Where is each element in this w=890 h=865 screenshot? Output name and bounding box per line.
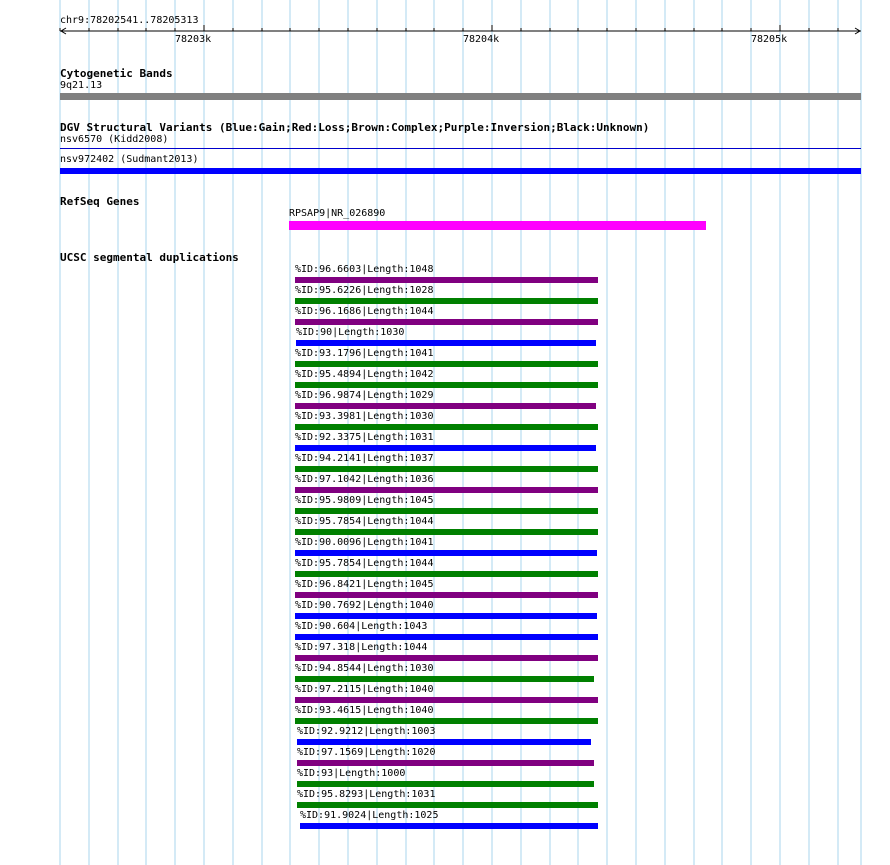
segdup-label[interactable]: %ID:92.9212|Length:1003 [297, 726, 436, 737]
segdup-bar-blue[interactable] [297, 739, 591, 745]
segdup-label[interactable]: %ID:93|Length:1000 [297, 768, 406, 779]
tick-label-78205k: 78205k [751, 34, 788, 45]
segdup-bar-purple[interactable] [295, 655, 598, 661]
dgv-item-label[interactable]: nsv972402 (Sudmant2013) [60, 154, 199, 165]
track-title-segdup: UCSC segmental duplications [60, 251, 239, 264]
gene-bar[interactable] [289, 221, 706, 230]
segdup-label[interactable]: %ID:93.1796|Length:1041 [295, 348, 434, 359]
segdup-bar-green[interactable] [295, 676, 594, 682]
coordinate-ruler [0, 0, 890, 60]
segdup-bar-blue[interactable] [295, 613, 597, 619]
segdup-label[interactable]: %ID:94.2141|Length:1037 [295, 453, 434, 464]
segdup-bar-purple[interactable] [297, 760, 594, 766]
segdup-label[interactable]: %ID:96.8421|Length:1045 [295, 579, 434, 590]
segdup-label[interactable]: %ID:94.8544|Length:1030 [295, 663, 434, 674]
segdup-bar-purple[interactable] [295, 592, 598, 598]
segdup-bar-green[interactable] [297, 802, 598, 808]
segdup-label[interactable]: %ID:93.4615|Length:1040 [295, 705, 434, 716]
segdup-label[interactable]: %ID:95.7854|Length:1044 [295, 516, 434, 527]
dgv-variant-bar-thick[interactable] [60, 168, 861, 174]
segdup-label[interactable]: %ID:96.6603|Length:1048 [295, 264, 434, 275]
segdup-label[interactable]: %ID:96.1686|Length:1044 [295, 306, 434, 317]
segdup-bar-green[interactable] [295, 571, 598, 577]
segdup-bar-green[interactable] [295, 382, 598, 388]
segdup-bar-green[interactable] [295, 424, 598, 430]
segdup-label[interactable]: %ID:97.1042|Length:1036 [295, 474, 434, 485]
segdup-label[interactable]: %ID:95.9809|Length:1045 [295, 495, 434, 506]
segdup-bar-green[interactable] [295, 718, 598, 724]
segdup-bar-green[interactable] [295, 529, 598, 535]
segdup-bar-green[interactable] [295, 466, 598, 472]
cytoband-label[interactable]: 9q21.13 [60, 80, 103, 91]
track-title-cytoband: Cytogenetic Bands [60, 67, 173, 80]
segdup-label[interactable]: %ID:95.4894|Length:1042 [295, 369, 434, 380]
segdup-label[interactable]: %ID:95.7854|Length:1044 [295, 558, 434, 569]
segdup-label[interactable]: %ID:97.1569|Length:1020 [297, 747, 436, 758]
dgv-item-label[interactable]: nsv6570 (Kidd2008) [60, 134, 169, 145]
gene-label[interactable]: RPSAP9|NR_026890 [289, 208, 386, 219]
segdup-label[interactable]: %ID:95.8293|Length:1031 [297, 789, 436, 800]
segdup-label[interactable]: %ID:97.318|Length:1044 [295, 642, 428, 653]
dgv-variant-bar-thin[interactable] [60, 148, 861, 149]
track-title-refseq: RefSeq Genes [60, 195, 140, 208]
segdup-bar-purple[interactable] [295, 319, 598, 325]
segdup-label[interactable]: %ID:93.3981|Length:1030 [295, 411, 434, 422]
segdup-bar-green[interactable] [297, 781, 594, 787]
segdup-label[interactable]: %ID:92.3375|Length:1031 [295, 432, 434, 443]
segdup-bar-purple[interactable] [295, 487, 598, 493]
segdup-label[interactable]: %ID:90.604|Length:1043 [295, 621, 428, 632]
segdup-bar-blue[interactable] [295, 634, 598, 640]
segdup-bar-purple[interactable] [295, 277, 598, 283]
tick-label-78204k: 78204k [463, 34, 500, 45]
track-title-dgv: DGV Structural Variants (Blue:Gain;Red:Loss;Brown:Complex;Purple:Inversion;Black:Unknown) [60, 121, 650, 134]
segdup-label[interactable]: %ID:90|Length:1030 [296, 327, 405, 338]
segdup-label[interactable]: %ID:91.9024|Length:1025 [300, 810, 439, 821]
tick-label-78203k: 78203k [175, 34, 212, 45]
segdup-label[interactable]: %ID:90.0096|Length:1041 [295, 537, 434, 548]
region-label: chr9:78202541..78205313 [60, 15, 199, 26]
segdup-bar-blue[interactable] [296, 340, 596, 346]
segdup-bar-blue[interactable] [295, 445, 596, 451]
segdup-label[interactable]: %ID:96.9874|Length:1029 [295, 390, 434, 401]
segdup-bar-purple[interactable] [295, 697, 598, 703]
segdup-label[interactable]: %ID:95.6226|Length:1028 [295, 285, 434, 296]
segdup-bar-green[interactable] [295, 298, 598, 304]
cytoband-bar[interactable] [60, 93, 861, 100]
segdup-label[interactable]: %ID:97.2115|Length:1040 [295, 684, 434, 695]
segdup-bar-purple[interactable] [295, 403, 596, 409]
segdup-label[interactable]: %ID:90.7692|Length:1040 [295, 600, 434, 611]
segdup-bar-blue[interactable] [295, 550, 597, 556]
segdup-bar-blue[interactable] [300, 823, 598, 829]
segdup-bar-green[interactable] [295, 508, 598, 514]
segdup-bar-green[interactable] [295, 361, 598, 367]
